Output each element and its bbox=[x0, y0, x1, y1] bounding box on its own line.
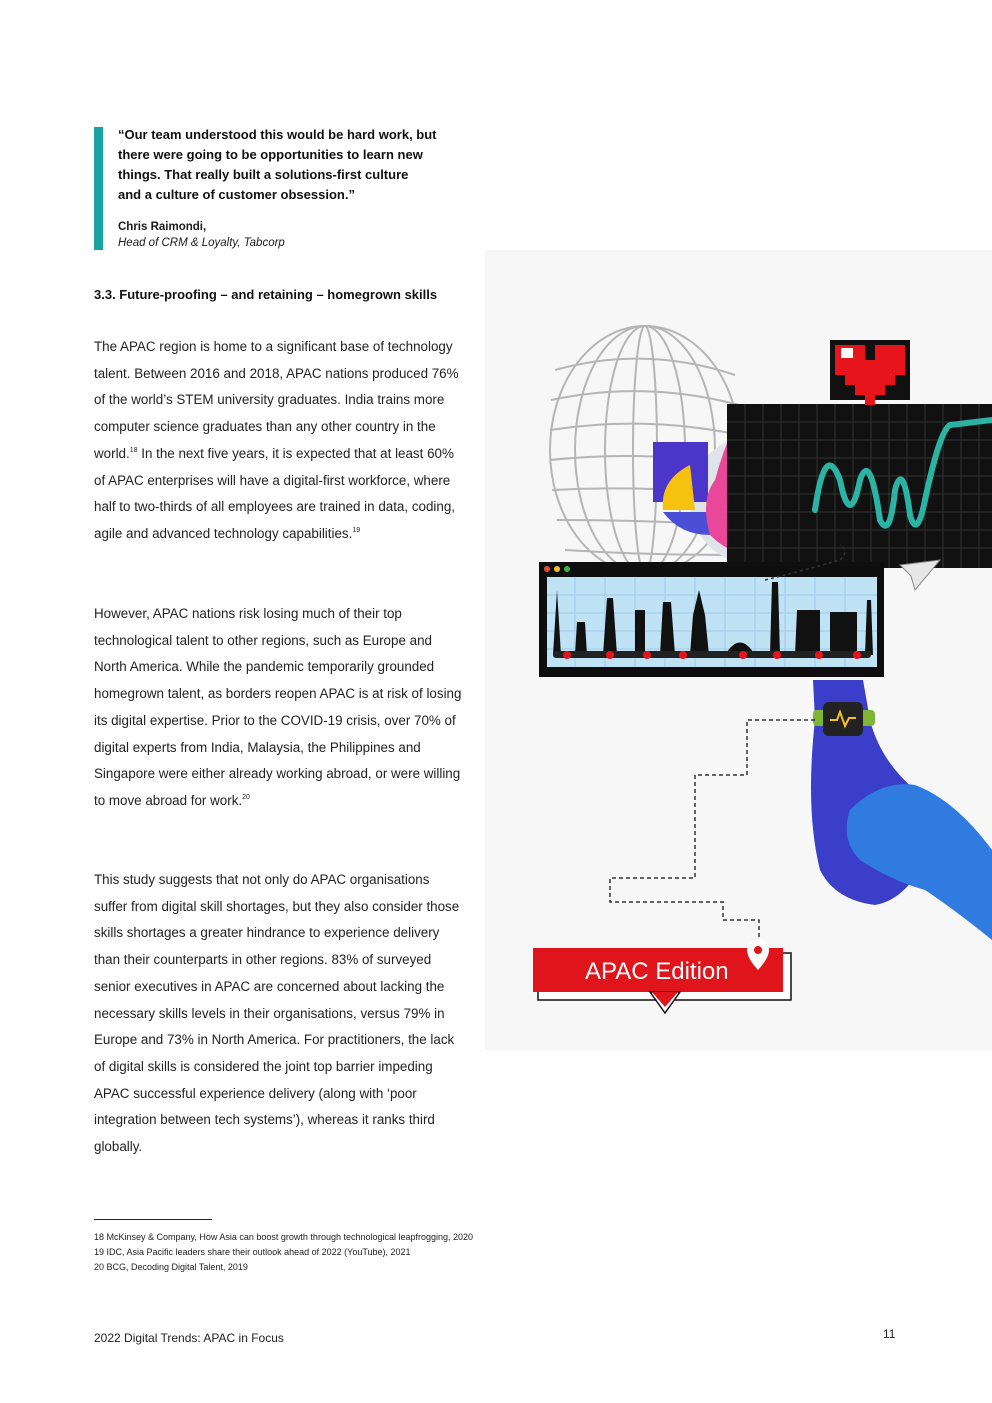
body-paragraph bbox=[94, 334, 462, 548]
paragraph-text: This study suggests that not only do APAC organisations suffer from digital skill shortages, but they also consider those skills shortages a greater hindrance to experience delivery than their counterparts in other regions. 83% of surveyed senior executives in APAC are concerned about lacking the necessary skills levels in their organisations, versus 79% in Europe and 73% in North America. For practitioners, the lack of digital skills is considered the joint top barrier impeding APAC successful experience delivery (along with ‘poor integration between tech systems’), whereas it ranks third globally. bbox=[94, 872, 460, 1155]
footnote-ref: 20 bbox=[242, 793, 250, 801]
footnote-ref: 19 bbox=[352, 526, 361, 534]
body-paragraph bbox=[94, 601, 462, 815]
footnotes bbox=[94, 1230, 474, 1275]
pull-quote bbox=[118, 125, 468, 205]
quote-accent-bar bbox=[94, 127, 103, 250]
badge-label: APAC Edition bbox=[585, 958, 729, 985]
body-paragraph bbox=[94, 867, 462, 1161]
footnote-ref: 18 bbox=[129, 446, 138, 454]
pixel-heart-icon bbox=[830, 340, 910, 405]
paragraph-text: In the next five years, it is expected that at least 60% of APAC enterprises will have a digital-first workforce, where half to two-thirds of all employees are trained in data, coding, agile and advanced technology capabilities. bbox=[94, 445, 456, 541]
quote-line: and a culture of customer obsession.” bbox=[118, 187, 355, 202]
quote-author: Chris Raimondi, bbox=[118, 221, 207, 233]
footnote: 18 McKinsey & Company, How Asia can boost growth through technological leapfrogging, 2020 bbox=[94, 1232, 474, 1242]
heart-rate-screen bbox=[727, 404, 992, 568]
apac-collage-illustration bbox=[485, 250, 992, 1050]
footnote-divider bbox=[94, 1219, 212, 1220]
footer-title: 2022 Digital Trends: APAC in Focus bbox=[94, 1331, 284, 1345]
paragraph-text: The APAC region is home to a significant base of technology talent. Between 2016 and 2018, APAC nations produced 76% of the world’s STEM university graduates. India trains more computer science graduates than any other country in the world. bbox=[94, 339, 459, 461]
paragraph-text: However, APAC nations risk losing much of their top technological talent to other regions, such as Europe and North America. While the pandemic temporarily grounded homegrown talent, as borders reopen APAC is at risk of losing its digital expertise. Prior to the COVID-19 crisis, over 70% of digital experts from India, Malaysia, the Philippines and Singapore were either already working abroad, or were willing to move abroad for work. bbox=[94, 606, 462, 808]
footnote: 19 IDC, Asia Pacific leaders share their outlook ahead of 2022 (YouTube), 2021 bbox=[94, 1247, 411, 1257]
footnote: 20 BCG, Decoding Digital Talent, 2019 bbox=[94, 1262, 248, 1272]
quote-author-role: Head of CRM & Loyalty, Tabcorp bbox=[118, 237, 285, 249]
skyline-window bbox=[539, 562, 884, 677]
page-number: 11 bbox=[883, 1327, 896, 1341]
quote-line: things. That really built a solutions-first culture bbox=[118, 167, 409, 182]
quote-line: “Our team understood this would be hard work, but bbox=[118, 127, 437, 142]
quote-line: there were going to be opportunities to learn new bbox=[118, 147, 423, 162]
section-heading: 3.3. Future-proofing – and retaining – homegrown skills bbox=[94, 287, 438, 302]
